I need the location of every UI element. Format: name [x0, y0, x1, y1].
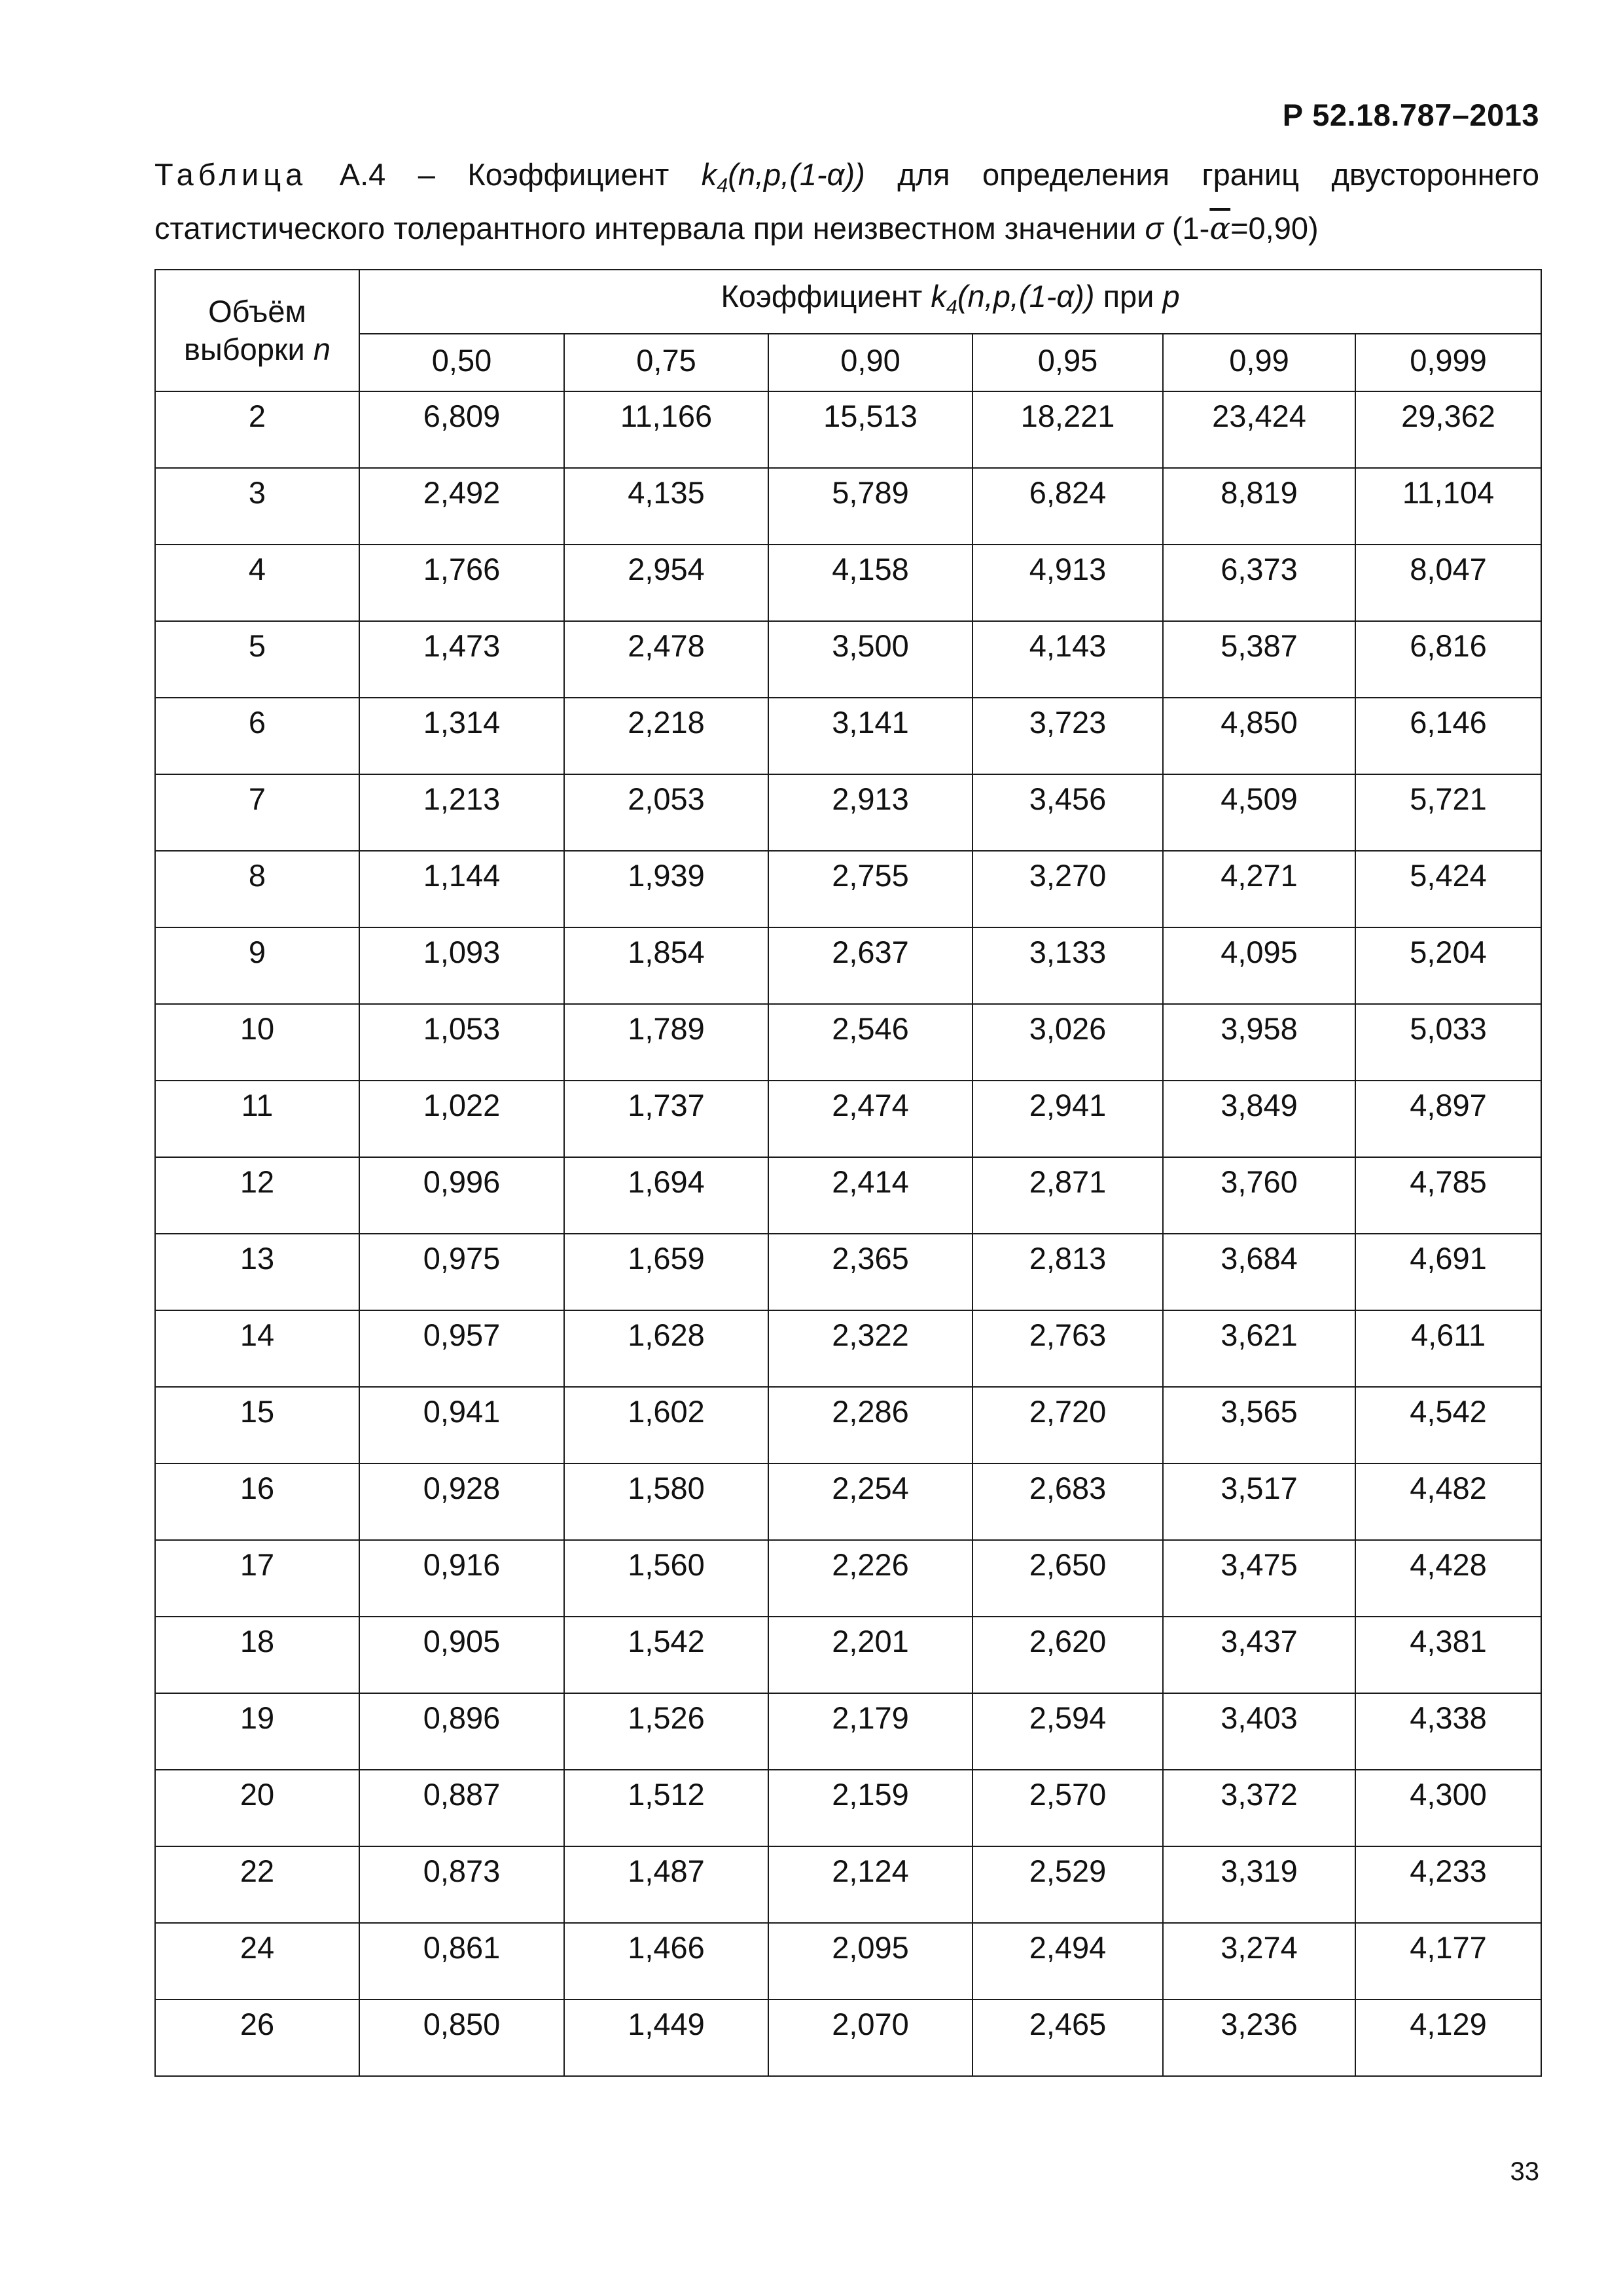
cell-sample-size: 4	[155, 545, 359, 621]
cell-coefficient: 6,373	[1163, 545, 1355, 621]
cell-sample-size: 13	[155, 1234, 359, 1310]
cell-coefficient: 2,414	[768, 1157, 972, 1234]
header-p-value: 0,75	[564, 334, 768, 391]
caption-paren-close: =0,90)	[1230, 211, 1319, 245]
table-row	[155, 1770, 1541, 1846]
cell-coefficient: 1,449	[564, 2000, 768, 2076]
cell-coefficient: 4,338	[1355, 1693, 1541, 1770]
table-row	[155, 1157, 1541, 1234]
table-row	[155, 851, 1541, 927]
cell-coefficient: 2,529	[972, 1846, 1163, 1923]
table-row	[155, 1540, 1541, 1617]
cell-sample-size: 24	[155, 1923, 359, 2000]
cell-sample-size: 8	[155, 851, 359, 927]
cell-coefficient: 4,233	[1355, 1846, 1541, 1923]
cell-coefficient: 3,141	[768, 698, 972, 774]
cell-coefficient: 2,124	[768, 1846, 972, 1923]
table-row	[155, 1387, 1541, 1463]
cell-coefficient: 2,465	[972, 2000, 1163, 2076]
header-coefficient: Коэффициент $k_4(n,p,(1-\alpha))$ при p	[359, 270, 1541, 334]
cell-coefficient: 3,437	[1163, 1617, 1355, 1693]
table-row	[155, 1081, 1541, 1157]
cell-coefficient: 1,093	[359, 927, 564, 1004]
cell-coefficient: 8,819	[1163, 468, 1355, 545]
cell-coefficient: 1,628	[564, 1310, 768, 1387]
cell-coefficient: 3,475	[1163, 1540, 1355, 1617]
cell-coefficient: 2,637	[768, 927, 972, 1004]
cell-coefficient: 1,487	[564, 1846, 768, 1923]
cell-coefficient: 2,763	[972, 1310, 1163, 1387]
cell-coefficient: 3,500	[768, 621, 972, 698]
cell-coefficient: 2,226	[768, 1540, 972, 1617]
cell-coefficient: 4,897	[1355, 1081, 1541, 1157]
cell-coefficient: 2,286	[768, 1387, 972, 1463]
cell-coefficient: 2,871	[972, 1157, 1163, 1234]
cell-coefficient: 3,133	[972, 927, 1163, 1004]
header-p-value: 0,99	[1163, 334, 1355, 391]
table-row	[155, 927, 1541, 1004]
cell-sample-size: 10	[155, 1004, 359, 1081]
caption-line2-text: статистического толерантного интервала при неизвестном значении	[154, 211, 1137, 245]
cell-sample-size: 19	[155, 1693, 359, 1770]
cell-sample-size: 5	[155, 621, 359, 698]
table-row	[155, 1923, 1541, 2000]
cell-coefficient: 2,053	[564, 774, 768, 851]
table-row	[155, 2000, 1541, 2076]
cell-coefficient: 3,270	[972, 851, 1163, 927]
cell-coefficient: 2,322	[768, 1310, 972, 1387]
cell-coefficient: 1,694	[564, 1157, 768, 1234]
cell-coefficient: 0,873	[359, 1846, 564, 1923]
cell-coefficient: 3,517	[1163, 1463, 1355, 1540]
cell-coefficient: 1,144	[359, 851, 564, 927]
cell-coefficient: 3,403	[1163, 1693, 1355, 1770]
cell-sample-size: 18	[155, 1617, 359, 1693]
table-row	[155, 1234, 1541, 1310]
cell-coefficient: 1,789	[564, 1004, 768, 1081]
caption-word-table: Таблица	[154, 157, 308, 192]
cell-coefficient: 3,026	[972, 1004, 1163, 1081]
cell-coefficient: 5,789	[768, 468, 972, 545]
cell-coefficient: 11,166	[564, 391, 768, 468]
cell-coefficient: 0,896	[359, 1693, 564, 1770]
page-number: 33	[1510, 2157, 1539, 2186]
cell-coefficient: 0,957	[359, 1310, 564, 1387]
cell-coefficient: 1,737	[564, 1081, 768, 1157]
cell-coefficient: 8,047	[1355, 545, 1541, 621]
table-row	[155, 545, 1541, 621]
cell-coefficient: 4,611	[1355, 1310, 1541, 1387]
caption-k-formula: $k_4(n,p,(1-\alpha))$	[701, 157, 865, 197]
cell-coefficient: 1,512	[564, 1770, 768, 1846]
cell-coefficient: 4,381	[1355, 1617, 1541, 1693]
cell-coefficient: 2,159	[768, 1770, 972, 1846]
cell-coefficient: 2,720	[972, 1387, 1163, 1463]
cell-coefficient: 5,424	[1355, 851, 1541, 927]
header-sample-size: Объём выборки n	[155, 270, 359, 391]
cell-coefficient: 4,095	[1163, 927, 1355, 1004]
cell-coefficient: 1,473	[359, 621, 564, 698]
cell-coefficient: 5,721	[1355, 774, 1541, 851]
cell-coefficient: 2,546	[768, 1004, 972, 1081]
cell-coefficient: 2,201	[768, 1617, 972, 1693]
cell-sample-size: 20	[155, 1770, 359, 1846]
table-row	[155, 1310, 1541, 1387]
cell-coefficient: 1,053	[359, 1004, 564, 1081]
cell-coefficient: 2,179	[768, 1693, 972, 1770]
cell-coefficient: 6,816	[1355, 621, 1541, 698]
document-code: Р 52.18.787–2013	[1282, 98, 1539, 132]
cell-coefficient: 3,456	[972, 774, 1163, 851]
cell-coefficient: 1,213	[359, 774, 564, 851]
cell-coefficient: 0,905	[359, 1617, 564, 1693]
caption-alpha: $\overline{\alpha}$	[1209, 211, 1231, 247]
cell-coefficient: 0,996	[359, 1157, 564, 1234]
cell-coefficient: 29,362	[1355, 391, 1541, 468]
cell-coefficient: 18,221	[972, 391, 1163, 468]
cell-coefficient: 2,070	[768, 2000, 972, 2076]
table-row	[155, 1846, 1541, 1923]
cell-coefficient: 2,494	[972, 1923, 1163, 2000]
cell-coefficient: 4,850	[1163, 698, 1355, 774]
cell-coefficient: 2,941	[972, 1081, 1163, 1157]
table-row	[155, 1693, 1541, 1770]
cell-coefficient: 2,492	[359, 468, 564, 545]
cell-coefficient: 2,954	[564, 545, 768, 621]
cell-coefficient: 2,254	[768, 1463, 972, 1540]
cell-coefficient: 5,033	[1355, 1004, 1541, 1081]
cell-coefficient: 3,723	[972, 698, 1163, 774]
cell-coefficient: 3,565	[1163, 1387, 1355, 1463]
cell-coefficient: 2,218	[564, 698, 768, 774]
cell-coefficient: 5,204	[1355, 927, 1541, 1004]
cell-coefficient: 1,466	[564, 1923, 768, 2000]
cell-sample-size: 9	[155, 927, 359, 1004]
cell-coefficient: 3,958	[1163, 1004, 1355, 1081]
cell-coefficient: 3,236	[1163, 2000, 1355, 2076]
cell-coefficient: 4,913	[972, 545, 1163, 621]
cell-coefficient: 1,542	[564, 1617, 768, 1693]
header-p-value: 0,95	[972, 334, 1163, 391]
cell-coefficient: 0,941	[359, 1387, 564, 1463]
cell-coefficient: 0,916	[359, 1540, 564, 1617]
cell-coefficient: 2,683	[972, 1463, 1163, 1540]
cell-coefficient: 0,975	[359, 1234, 564, 1310]
cell-coefficient: 2,755	[768, 851, 972, 927]
cell-coefficient: 2,913	[768, 774, 972, 851]
cell-coefficient: 1,022	[359, 1081, 564, 1157]
cell-coefficient: 15,513	[768, 391, 972, 468]
cell-coefficient: 3,849	[1163, 1081, 1355, 1157]
caption-table-number: А.4 –	[339, 157, 435, 192]
cell-coefficient: 0,850	[359, 2000, 564, 2076]
cell-coefficient: 4,177	[1355, 1923, 1541, 2000]
cell-sample-size: 14	[155, 1310, 359, 1387]
cell-coefficient: 4,482	[1355, 1463, 1541, 1540]
cell-coefficient: 1,854	[564, 927, 768, 1004]
cell-coefficient: 1,526	[564, 1693, 768, 1770]
header-p-value: 0,50	[359, 334, 564, 391]
cell-coefficient: 2,095	[768, 1923, 972, 2000]
cell-coefficient: 4,428	[1355, 1540, 1541, 1617]
cell-coefficient: 4,509	[1163, 774, 1355, 851]
cell-sample-size: 12	[155, 1157, 359, 1234]
cell-coefficient: 2,594	[972, 1693, 1163, 1770]
cell-coefficient: 4,143	[972, 621, 1163, 698]
cell-coefficient: 3,684	[1163, 1234, 1355, 1310]
table-caption-line2	[154, 202, 1539, 256]
cell-sample-size: 26	[155, 2000, 359, 2076]
cell-coefficient: 4,158	[768, 545, 972, 621]
cell-coefficient: 6,146	[1355, 698, 1541, 774]
cell-coefficient: 5,387	[1163, 621, 1355, 698]
cell-sample-size: 17	[155, 1540, 359, 1617]
table-row	[155, 1463, 1541, 1540]
cell-coefficient: 1,939	[564, 851, 768, 927]
cell-coefficient: 1,580	[564, 1463, 768, 1540]
header-p-value: 0,90	[768, 334, 972, 391]
cell-coefficient: 1,560	[564, 1540, 768, 1617]
cell-sample-size: 11	[155, 1081, 359, 1157]
cell-coefficient: 2,478	[564, 621, 768, 698]
caption-word-coefficient: Коэффициент	[467, 157, 669, 192]
cell-coefficient: 2,365	[768, 1234, 972, 1310]
cell-coefficient: 0,887	[359, 1770, 564, 1846]
caption-paren-open: (1-	[1171, 211, 1210, 245]
cell-coefficient: 2,650	[972, 1540, 1163, 1617]
cell-sample-size: 22	[155, 1846, 359, 1923]
table-row	[155, 391, 1541, 468]
cell-coefficient: 2,813	[972, 1234, 1163, 1310]
cell-coefficient: 2,570	[972, 1770, 1163, 1846]
cell-sample-size: 6	[155, 698, 359, 774]
cell-coefficient: 4,691	[1355, 1234, 1541, 1310]
header-p-value: 0,999	[1355, 334, 1541, 391]
cell-coefficient: 2,474	[768, 1081, 972, 1157]
cell-coefficient: 0,928	[359, 1463, 564, 1540]
table-row	[155, 1617, 1541, 1693]
cell-coefficient: 1,659	[564, 1234, 768, 1310]
cell-coefficient: 3,372	[1163, 1770, 1355, 1846]
table-row	[155, 774, 1541, 851]
caption-sigma: σ	[1145, 211, 1164, 245]
cell-coefficient: 4,785	[1355, 1157, 1541, 1234]
cell-coefficient: 1,766	[359, 545, 564, 621]
cell-coefficient: 3,760	[1163, 1157, 1355, 1234]
cell-coefficient: 4,271	[1163, 851, 1355, 927]
cell-sample-size: 7	[155, 774, 359, 851]
cell-coefficient: 4,129	[1355, 2000, 1541, 2076]
table-row	[155, 468, 1541, 545]
cell-coefficient: 11,104	[1355, 468, 1541, 545]
cell-coefficient: 4,300	[1355, 1770, 1541, 1846]
cell-sample-size: 3	[155, 468, 359, 545]
cell-coefficient: 6,809	[359, 391, 564, 468]
cell-coefficient: 4,542	[1355, 1387, 1541, 1463]
cell-coefficient: 4,135	[564, 468, 768, 545]
table-row	[155, 621, 1541, 698]
cell-sample-size: 16	[155, 1463, 359, 1540]
cell-coefficient: 0,861	[359, 1923, 564, 2000]
cell-sample-size: 15	[155, 1387, 359, 1463]
cell-sample-size: 2	[155, 391, 359, 468]
cell-coefficient: 1,314	[359, 698, 564, 774]
table-row	[155, 1004, 1541, 1081]
cell-coefficient: 3,274	[1163, 1923, 1355, 2000]
table-row	[155, 698, 1541, 774]
cell-coefficient: 23,424	[1163, 391, 1355, 468]
cell-coefficient: 3,621	[1163, 1310, 1355, 1387]
cell-coefficient: 2,620	[972, 1617, 1163, 1693]
caption-line1-rest: для определения границ двустороннего	[897, 157, 1540, 192]
cell-coefficient: 1,602	[564, 1387, 768, 1463]
coefficient-table	[154, 269, 1542, 2077]
cell-coefficient: 6,824	[972, 468, 1163, 545]
cell-coefficient: 3,319	[1163, 1846, 1355, 1923]
